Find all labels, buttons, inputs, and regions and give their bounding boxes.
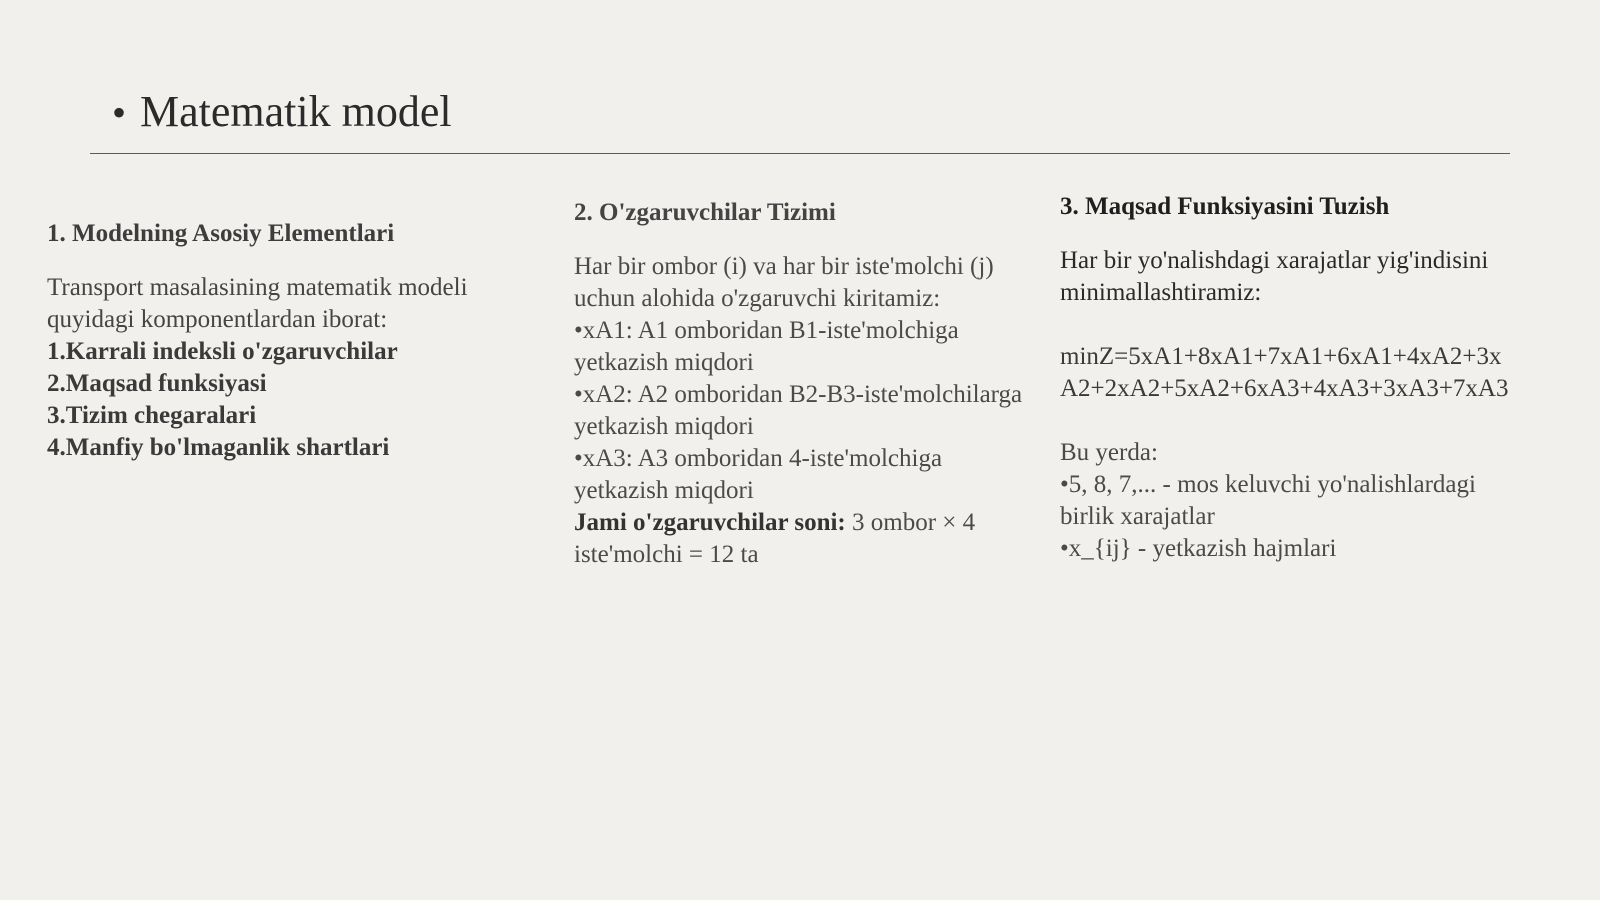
column-objective-function <box>1060 191 1530 565</box>
note-bullet: •x_{ij} - yetkazish hajmlari <box>1060 535 1337 562</box>
column-variables-system <box>574 197 1036 571</box>
title-divider <box>90 153 1510 154</box>
column-1-heading: 1. Modelning Asosiy Elementlari <box>47 220 395 247</box>
variable-bullet: •xA2: A2 omboridan B2-B3-iste'molchilarga yetkazish miqdori <box>574 381 1023 440</box>
variable-bullet: •xA3: A3 omboridan 4-iste'molchiga yetkazish miqdori <box>574 445 943 504</box>
column-2-intro: Har bir ombor (i) va har bir iste'molchi (j) uchun alohida o'zgaruvchi kiritamiz: <box>574 253 994 312</box>
slide-title-text: Matematik model <box>140 87 452 136</box>
component-item: 1.Karrali indeksli o'zgaruvchilar <box>47 338 398 365</box>
spacer <box>1060 309 1530 341</box>
column-1-intro: Transport masalasining matematik modeli quyidagi komponentlardan iborat: <box>47 274 468 333</box>
note-bullet: •5, 8, 7,... - mos keluvchi yo'nalishlardagi birlik xarajatlar <box>1060 471 1476 530</box>
column-2-heading: 2. O'zgaruvchilar Tizimi <box>574 199 836 226</box>
column-model-elements <box>47 218 517 464</box>
variable-total-value: 3 ombor × 4 iste'molchi = 12 ta <box>574 509 976 568</box>
objective-formula <box>1060 341 1530 405</box>
component-item: 2.Maqsad funksiyasi <box>47 370 267 397</box>
column-3-heading: 3. Maqsad Funksiyasini Tuzish <box>1060 193 1390 220</box>
formula-line-2: A2+2xA2+5xA2+6xA3+4xA3+3xA3+7xA3 <box>1060 375 1509 402</box>
variable-total <box>574 507 1036 571</box>
component-item: 4.Manfiy bo'lmaganlik shartlari <box>47 434 390 461</box>
variable-total-label: Jami o'zgaruvchilar soni: <box>574 509 846 536</box>
spacer <box>1060 405 1530 437</box>
formula-line-1: minZ=5xA1+8xA1+7xA1+6xA1+4xA2+3x <box>1060 343 1502 370</box>
column-3-intro: Har bir yo'nalishdagi xarajatlar yig'indisini minimallashtiramiz: <box>1060 247 1489 306</box>
component-item: 3.Tizim chegaralari <box>47 402 257 429</box>
title-bullet: • <box>112 90 127 135</box>
variable-bullet: •xA1: A1 omboridan B1-iste'molchiga yetkazish miqdori <box>574 317 959 376</box>
where-label: Bu yerda: <box>1060 439 1158 466</box>
slide-title <box>112 82 452 143</box>
